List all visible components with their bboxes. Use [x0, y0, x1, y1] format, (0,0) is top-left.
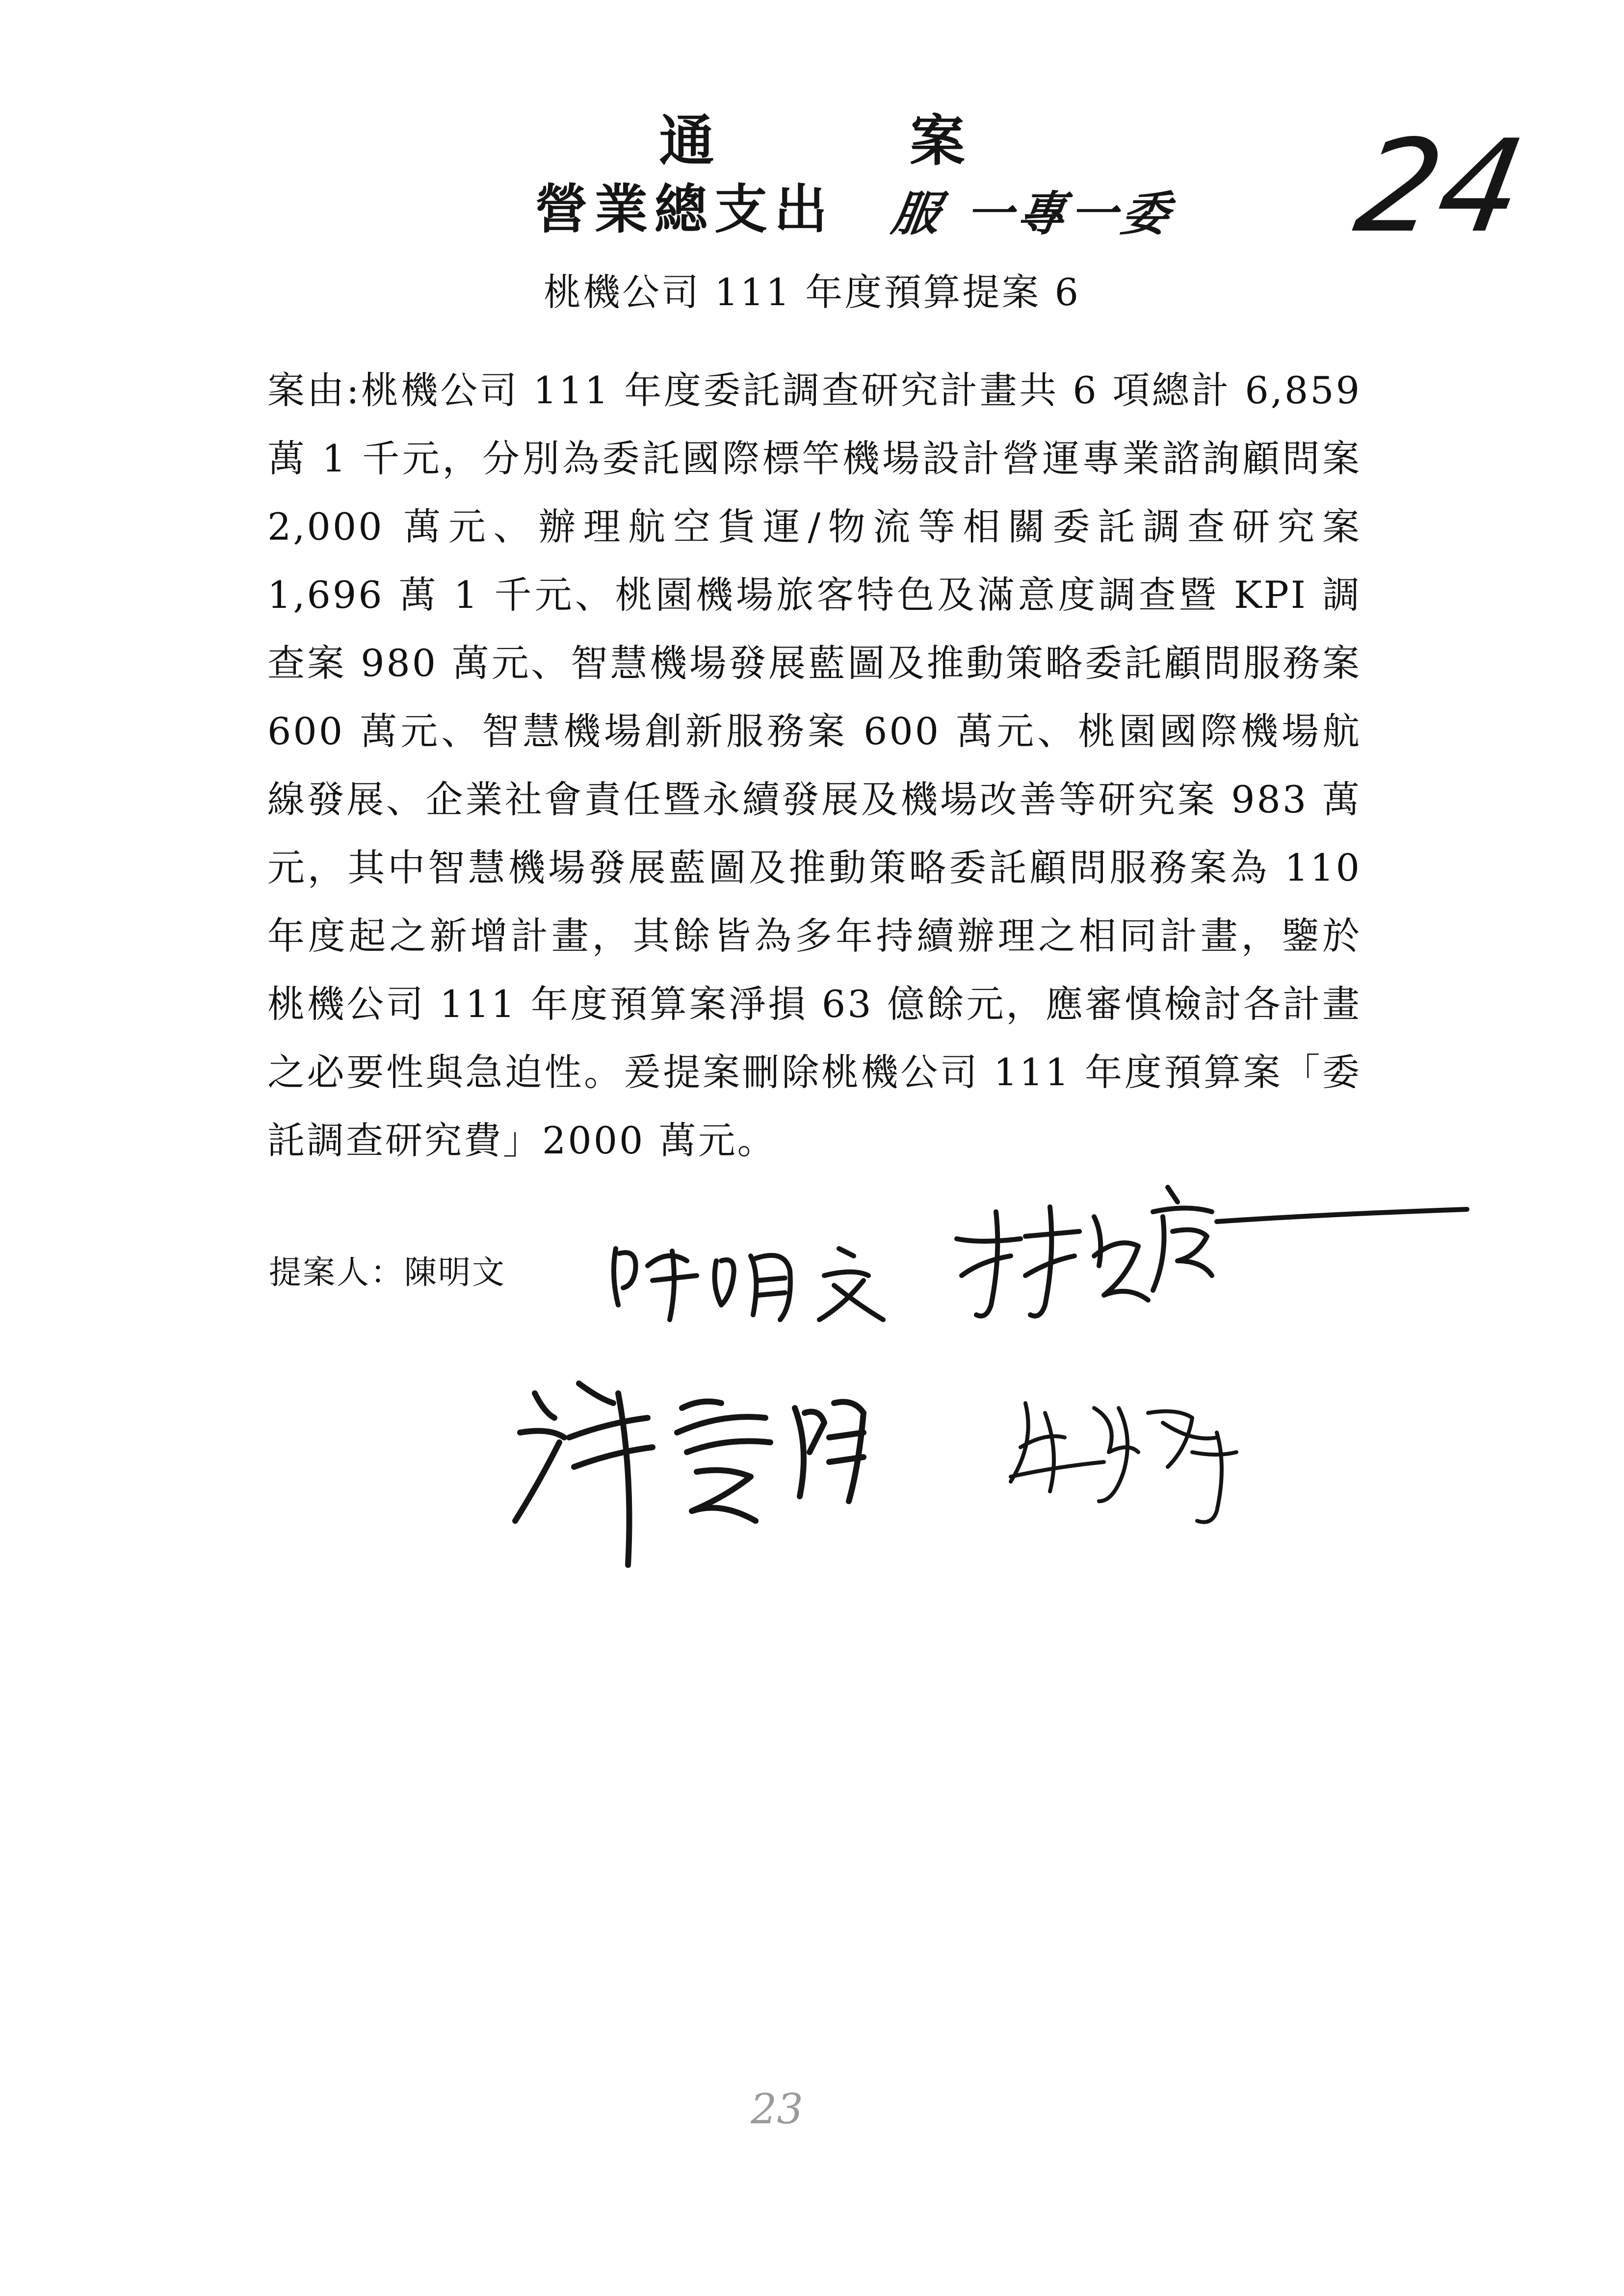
- proposal-title: 桃機公司 111 年度預算提案 6: [544, 270, 1080, 314]
- proposer-label: 提案人：陳明文: [269, 1253, 506, 1291]
- handwritten-page-number: 24: [1346, 113, 1535, 261]
- signature-bottom-left: [515, 1383, 864, 1565]
- footer-page-number: 23: [751, 2085, 803, 2133]
- signature-chen-mingwen: [614, 1249, 883, 1320]
- category-stamp: 營業總支出: [534, 179, 834, 240]
- signature-top-right: [957, 1187, 1467, 1316]
- signature-bottom-right: [1011, 1403, 1236, 1522]
- proposal-body: 案由:桃機公司 111 年度委託調查研究計畫共 6 項總計 6,859 萬 1 千元，分別為委託國際標竿機場設計營運專業諮詢顧問案 2,000 萬元、辦理航空貨運/物流等相關委託調查研究案 1,696 萬 1 千元、桃園機場旅客特色及滿意度調查暨 KPI 調查案 980 萬元、智慧機場發展藍圖及推動策略委託顧問服務案 600 萬元、智慧機場創新服務案 600 萬元、桃園國際機場航線發展、企業社會責任暨永續發展及機場改善等研究案 983 萬元，其中智慧機場發展藍圖及推動策略委託顧問服務案為 110 年度起之新增計畫，其餘皆為多年持續辦理之相同計畫，鑒於桃機公司 111 年度預算案淨損 63 億餘元，應審慎檢討各計畫之必要性與急迫性。爰提案刪除桃機公司 111 年度預算案「委託調查研究費」2000 萬元。: [267, 368, 1362, 1162]
- handwritten-committee-note: 服 一專一委: [889, 186, 1178, 241]
- approval-stamp: 通 案: [659, 109, 1053, 173]
